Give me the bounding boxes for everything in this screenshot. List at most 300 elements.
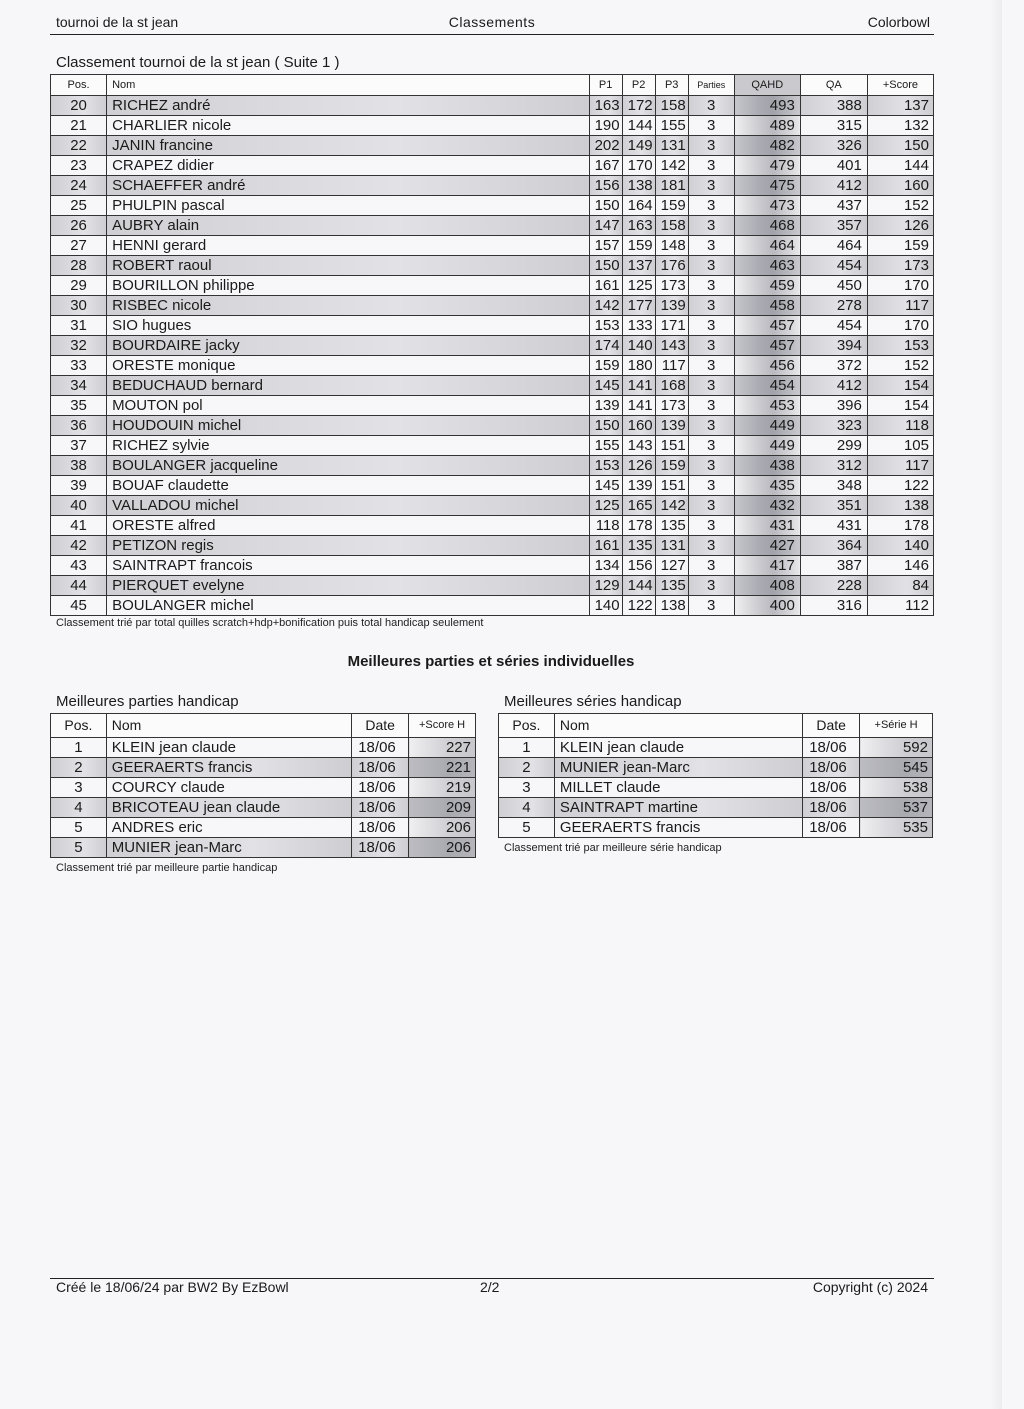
games-col-nom: Nom: [106, 714, 351, 738]
row-pos: 5: [499, 818, 555, 838]
row-qa: 323: [800, 416, 867, 436]
row-p1: 153: [589, 316, 622, 336]
row-p1: 139: [589, 396, 622, 416]
row-p2: 149: [622, 136, 655, 156]
row-p1: 150: [589, 196, 622, 216]
table-row: [51, 196, 934, 216]
row-name: BOURDAIRE jacky: [107, 336, 590, 356]
row-pos: 44: [51, 576, 107, 596]
series-col-date: Date: [803, 714, 860, 738]
row-p3: 138: [655, 596, 688, 616]
row-name: JANIN francine: [107, 136, 590, 156]
row-pos: 26: [51, 216, 107, 236]
row-parties: 3: [688, 536, 734, 556]
row-date: 18/06: [803, 738, 860, 758]
row-name: ANDRES eric: [106, 818, 351, 838]
row-p1: 159: [589, 356, 622, 376]
best-games-header-row: [51, 714, 476, 738]
row-p2: 143: [622, 436, 655, 456]
row-p1: 157: [589, 236, 622, 256]
row-score: 153: [867, 336, 933, 356]
row-score: 160: [867, 176, 933, 196]
row-p2: 164: [622, 196, 655, 216]
row-pos: 4: [51, 798, 107, 818]
table-row: [51, 296, 934, 316]
row-p2: 135: [622, 536, 655, 556]
row-p2: 138: [622, 176, 655, 196]
row-parties: 3: [688, 496, 734, 516]
section-title: Meilleures parties et séries individuelles: [347, 653, 635, 670]
row-p2: 144: [622, 116, 655, 136]
row-pos: 4: [499, 798, 555, 818]
row-p2: 141: [622, 396, 655, 416]
row-pos: 39: [51, 476, 107, 496]
row-p1: 161: [589, 536, 622, 556]
row-pos: 42: [51, 536, 107, 556]
row-p1: 150: [589, 416, 622, 436]
row-score: 126: [867, 216, 933, 236]
row-qa: 278: [800, 296, 867, 316]
row-qa: 464: [800, 236, 867, 256]
row-p1: 167: [589, 156, 622, 176]
row-p1: 153: [589, 456, 622, 476]
row-qa: 315: [800, 116, 867, 136]
row-p2: 165: [622, 496, 655, 516]
col-p3: P3: [655, 75, 688, 96]
row-p1: 125: [589, 496, 622, 516]
row-p1: 190: [589, 116, 622, 136]
col-nom: Nom: [107, 75, 590, 96]
row-name: RICHEZ sylvie: [107, 436, 590, 456]
best-series-note: Classement trié par meilleure série handicap: [504, 842, 722, 854]
col-qa: QA: [800, 75, 867, 96]
header-title: Classements: [448, 14, 536, 30]
row-p3: 171: [655, 316, 688, 336]
best-series-header-row: [499, 714, 933, 738]
row-p3: 151: [655, 436, 688, 456]
row-pos: 38: [51, 456, 107, 476]
row-date: 18/06: [352, 838, 409, 858]
row-score: 84: [867, 576, 933, 596]
row-p2: 172: [622, 96, 655, 116]
row-qa: 299: [800, 436, 867, 456]
table-row: [51, 556, 934, 576]
row-qa: 401: [800, 156, 867, 176]
row-pos: 36: [51, 416, 107, 436]
row-qa: 357: [800, 216, 867, 236]
row-parties: 3: [688, 576, 734, 596]
row-name: BRICOTEAU jean claude: [106, 798, 351, 818]
row-qahd: 457: [734, 316, 800, 336]
row-score: 132: [867, 116, 933, 136]
row-pos: 5: [51, 838, 107, 858]
row-name: BOUAF claudette: [107, 476, 590, 496]
row-parties: 3: [688, 376, 734, 396]
row-score: 150: [867, 136, 933, 156]
row-parties: 3: [688, 236, 734, 256]
row-qahd: 435: [734, 476, 800, 496]
row-qa: 454: [800, 256, 867, 276]
row-date: 18/06: [352, 798, 409, 818]
table-row: [51, 516, 934, 536]
row-score: 117: [867, 456, 933, 476]
row-qahd: 475: [734, 176, 800, 196]
row-score: 105: [867, 436, 933, 456]
row-score: 538: [860, 778, 933, 798]
row-qa: 437: [800, 196, 867, 216]
table-row: [51, 316, 934, 336]
row-name: SAINTRAPT francois: [107, 556, 590, 576]
row-name: SAINTRAPT martine: [554, 798, 802, 818]
series-col-score: +Série H: [860, 714, 933, 738]
table-row: [499, 798, 933, 818]
row-pos: 3: [51, 778, 107, 798]
table-row: [51, 536, 934, 556]
row-p2: 177: [622, 296, 655, 316]
row-score: 545: [860, 758, 933, 778]
row-name: SCHAEFFER andré: [107, 176, 590, 196]
row-name: PHULPIN pascal: [107, 196, 590, 216]
row-parties: 3: [688, 336, 734, 356]
row-pos: 23: [51, 156, 107, 176]
table-row: [499, 818, 933, 838]
row-pos: 41: [51, 516, 107, 536]
row-pos: 20: [51, 96, 107, 116]
row-qahd: 473: [734, 196, 800, 216]
row-date: 18/06: [352, 818, 409, 838]
row-p1: 145: [589, 476, 622, 496]
row-parties: 3: [688, 436, 734, 456]
row-name: ROBERT raoul: [107, 256, 590, 276]
table-row: [51, 576, 934, 596]
row-name: GEERAERTS francis: [554, 818, 802, 838]
row-p1: 155: [589, 436, 622, 456]
row-parties: 3: [688, 256, 734, 276]
page-edge: [990, 0, 1002, 1409]
row-pos: 31: [51, 316, 107, 336]
row-p1: 145: [589, 376, 622, 396]
row-qahd: 438: [734, 456, 800, 476]
col-p2: P2: [622, 75, 655, 96]
row-p2: 133: [622, 316, 655, 336]
row-p2: 178: [622, 516, 655, 536]
row-score: 159: [867, 236, 933, 256]
row-qa: 348: [800, 476, 867, 496]
series-col-nom: Nom: [554, 714, 802, 738]
row-p3: 135: [655, 516, 688, 536]
row-qahd: 431: [734, 516, 800, 536]
row-p1: 118: [589, 516, 622, 536]
header-tournament: tournoi de la st jean: [56, 14, 179, 30]
row-p3: 176: [655, 256, 688, 276]
table-row: [51, 778, 476, 798]
row-qahd: 459: [734, 276, 800, 296]
row-score: 173: [867, 256, 933, 276]
table-row: [51, 436, 934, 456]
row-p3: 135: [655, 576, 688, 596]
games-col-pos: Pos.: [51, 714, 107, 738]
table-row: [51, 176, 934, 196]
row-pos: 2: [499, 758, 555, 778]
row-name: KLEIN jean claude: [554, 738, 802, 758]
row-qahd: 427: [734, 536, 800, 556]
row-p1: 202: [589, 136, 622, 156]
row-p2: 140: [622, 336, 655, 356]
row-pos: 27: [51, 236, 107, 256]
row-p2: 180: [622, 356, 655, 376]
row-p1: 174: [589, 336, 622, 356]
row-score: 118: [867, 416, 933, 436]
table-row: [51, 496, 934, 516]
row-p3: 131: [655, 536, 688, 556]
row-score: 154: [867, 376, 933, 396]
row-score: 140: [867, 536, 933, 556]
ranking-table: [50, 74, 934, 616]
row-name: ORESTE alfred: [107, 516, 590, 536]
row-qahd: 454: [734, 376, 800, 396]
row-score: 206: [409, 838, 476, 858]
row-qahd: 493: [734, 96, 800, 116]
row-p3: 159: [655, 196, 688, 216]
row-qahd: 400: [734, 596, 800, 616]
row-score: 117: [867, 296, 933, 316]
row-qa: 326: [800, 136, 867, 156]
row-date: 18/06: [352, 738, 409, 758]
row-parties: 3: [688, 456, 734, 476]
row-p3: 142: [655, 496, 688, 516]
table-row: [499, 778, 933, 798]
best-games-caption: Meilleures parties handicap: [56, 693, 239, 710]
row-score: 227: [409, 738, 476, 758]
games-col-score: +Score H: [409, 714, 476, 738]
row-name: AUBRY alain: [107, 216, 590, 236]
row-p2: 125: [622, 276, 655, 296]
row-p1: 161: [589, 276, 622, 296]
row-pos: 5: [51, 818, 107, 838]
row-qahd: 464: [734, 236, 800, 256]
row-p1: 142: [589, 296, 622, 316]
row-p2: 144: [622, 576, 655, 596]
row-qahd: 453: [734, 396, 800, 416]
col-qahd: QAHD: [734, 75, 800, 96]
row-parties: 3: [688, 316, 734, 336]
table-row: [51, 276, 934, 296]
row-pos: 3: [499, 778, 555, 798]
row-date: 18/06: [352, 758, 409, 778]
table-row: [51, 256, 934, 276]
row-qahd: 458: [734, 296, 800, 316]
series-col-pos: Pos.: [499, 714, 555, 738]
best-series-caption: Meilleures séries handicap: [504, 693, 682, 710]
table-row: [51, 758, 476, 778]
row-score: 206: [409, 818, 476, 838]
row-qahd: 449: [734, 436, 800, 456]
row-qa: 351: [800, 496, 867, 516]
row-pos: 32: [51, 336, 107, 356]
row-p3: 127: [655, 556, 688, 576]
row-name: RICHEZ andré: [107, 96, 590, 116]
col-score: +Score: [867, 75, 933, 96]
row-score: 146: [867, 556, 933, 576]
row-name: BEDUCHAUD bernard: [107, 376, 590, 396]
row-name: RISBEC nicole: [107, 296, 590, 316]
best-games-table: [50, 713, 476, 858]
table-row: [499, 738, 933, 758]
row-p1: 140: [589, 596, 622, 616]
row-qahd: 432: [734, 496, 800, 516]
best-series-table: [498, 713, 933, 838]
col-parties: Parties: [688, 75, 734, 96]
row-p3: 148: [655, 236, 688, 256]
table-row: [51, 838, 476, 858]
row-parties: 3: [688, 216, 734, 236]
row-p3: 131: [655, 136, 688, 156]
footer-created: Créé le 18/06/24 par BW2 By EzBowl: [56, 1279, 289, 1295]
row-p2: 139: [622, 476, 655, 496]
row-parties: 3: [688, 556, 734, 576]
row-qa: 396: [800, 396, 867, 416]
row-pos: 29: [51, 276, 107, 296]
row-qa: 450: [800, 276, 867, 296]
row-p3: 173: [655, 396, 688, 416]
row-qa: 394: [800, 336, 867, 356]
row-name: PETIZON regis: [107, 536, 590, 556]
row-name: VALLADOU michel: [107, 496, 590, 516]
row-pos: 1: [499, 738, 555, 758]
ranking-header-row: [51, 75, 934, 96]
row-name: KLEIN jean claude: [106, 738, 351, 758]
row-qa: 372: [800, 356, 867, 376]
row-p3: 158: [655, 96, 688, 116]
row-qa: 387: [800, 556, 867, 576]
row-parties: 3: [688, 116, 734, 136]
row-qahd: 457: [734, 336, 800, 356]
row-score: 592: [860, 738, 933, 758]
row-p3: 139: [655, 416, 688, 436]
col-p1: P1: [589, 75, 622, 96]
table-row: [51, 116, 934, 136]
row-parties: 3: [688, 516, 734, 536]
row-p3: 142: [655, 156, 688, 176]
row-qa: 431: [800, 516, 867, 536]
row-p2: 163: [622, 216, 655, 236]
row-date: 18/06: [803, 798, 860, 818]
row-score: 122: [867, 476, 933, 496]
row-p3: 159: [655, 456, 688, 476]
row-p3: 151: [655, 476, 688, 496]
row-qa: 454: [800, 316, 867, 336]
table-row: [51, 596, 934, 616]
row-pos: 43: [51, 556, 107, 576]
row-score: 138: [867, 496, 933, 516]
row-name: PIERQUET evelyne: [107, 576, 590, 596]
row-pos: 22: [51, 136, 107, 156]
table-row: [51, 336, 934, 356]
row-p1: 129: [589, 576, 622, 596]
row-parties: 3: [688, 176, 734, 196]
row-p2: 159: [622, 236, 655, 256]
table-row: [51, 738, 476, 758]
table-row: [51, 96, 934, 116]
row-p2: 126: [622, 456, 655, 476]
row-score: 152: [867, 196, 933, 216]
row-pos: 25: [51, 196, 107, 216]
row-p2: 156: [622, 556, 655, 576]
row-parties: 3: [688, 416, 734, 436]
row-score: 154: [867, 396, 933, 416]
row-parties: 3: [688, 96, 734, 116]
row-qahd: 408: [734, 576, 800, 596]
row-pos: 1: [51, 738, 107, 758]
row-pos: 34: [51, 376, 107, 396]
row-qa: 412: [800, 376, 867, 396]
table-row: [51, 416, 934, 436]
row-p3: 158: [655, 216, 688, 236]
row-score: 209: [409, 798, 476, 818]
row-qa: 312: [800, 456, 867, 476]
row-qa: 316: [800, 596, 867, 616]
table-row: [51, 456, 934, 476]
row-name: HOUDOUIN michel: [107, 416, 590, 436]
row-qahd: 417: [734, 556, 800, 576]
row-p2: 141: [622, 376, 655, 396]
row-date: 18/06: [803, 758, 860, 778]
row-score: 112: [867, 596, 933, 616]
row-p3: 155: [655, 116, 688, 136]
header-club: Colorbowl: [867, 14, 930, 30]
row-score: 219: [409, 778, 476, 798]
row-pos: 24: [51, 176, 107, 196]
row-p2: 122: [622, 596, 655, 616]
row-score: 170: [867, 276, 933, 296]
row-p1: 156: [589, 176, 622, 196]
row-pos: 28: [51, 256, 107, 276]
table-row: [51, 156, 934, 176]
col-pos: Pos.: [51, 75, 107, 96]
row-name: HENNI gerard: [107, 236, 590, 256]
row-score: 137: [867, 96, 933, 116]
footer-page: 2/2: [480, 1279, 500, 1295]
row-parties: 3: [688, 196, 734, 216]
row-pos: 33: [51, 356, 107, 376]
row-p1: 134: [589, 556, 622, 576]
row-parties: 3: [688, 356, 734, 376]
row-score: 535: [860, 818, 933, 838]
row-p2: 137: [622, 256, 655, 276]
row-p2: 160: [622, 416, 655, 436]
row-qa: 412: [800, 176, 867, 196]
row-qa: 388: [800, 96, 867, 116]
row-date: 18/06: [352, 778, 409, 798]
row-qa: 364: [800, 536, 867, 556]
table-row: [51, 356, 934, 376]
row-p3: 139: [655, 296, 688, 316]
row-pos: 45: [51, 596, 107, 616]
row-p3: 181: [655, 176, 688, 196]
row-p3: 173: [655, 276, 688, 296]
row-name: BOULANGER michel: [107, 596, 590, 616]
row-name: CHARLIER nicole: [107, 116, 590, 136]
row-pos: 37: [51, 436, 107, 456]
row-parties: 3: [688, 396, 734, 416]
row-parties: 3: [688, 596, 734, 616]
row-name: MOUTON pol: [107, 396, 590, 416]
row-p1: 163: [589, 96, 622, 116]
row-pos: 35: [51, 396, 107, 416]
row-parties: 3: [688, 156, 734, 176]
row-qahd: 482: [734, 136, 800, 156]
row-pos: 21: [51, 116, 107, 136]
